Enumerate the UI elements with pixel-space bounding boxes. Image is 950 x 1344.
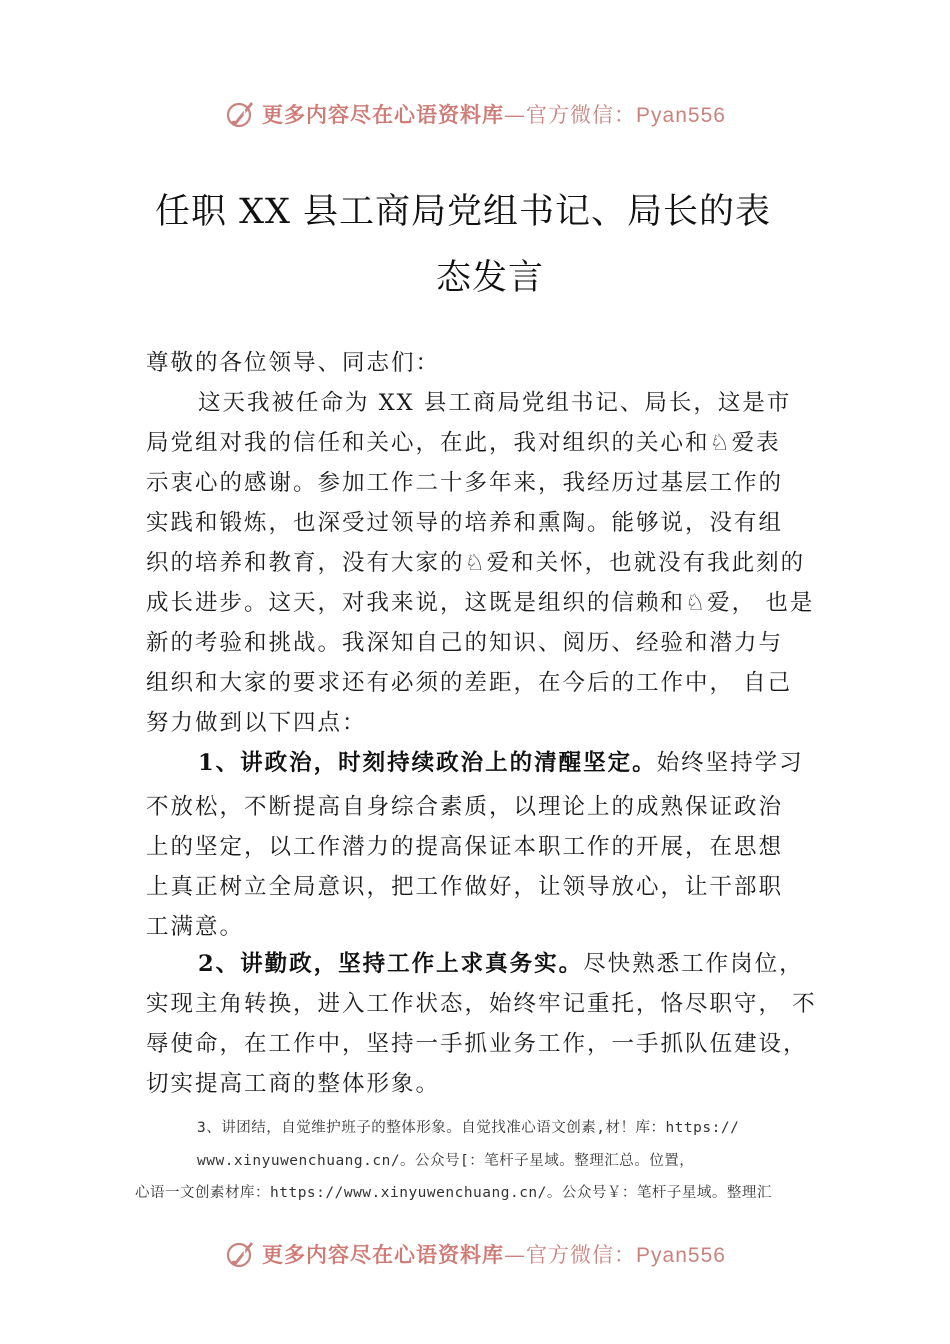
p3-line: 切实提高工商的整体形象。: [146, 1071, 441, 1097]
header-banner-text: [262, 99, 726, 129]
speech-body: [146, 343, 820, 743]
header-banner-rest: —官方微信：: [504, 103, 637, 127]
p1-line: 示衷心的感谢。参加工作二十多年来，我经历过基层工作的: [146, 470, 784, 496]
p2-line: 工满意。: [146, 914, 245, 940]
point-2-first-tail: 尽快熟悉工作岗位，: [583, 951, 804, 977]
point-1-section: [146, 743, 820, 783]
point-1-body: [146, 787, 820, 947]
point-2-heading: 2、讲勤政，坚持工作上求真务实。: [198, 951, 584, 977]
point-2-first-line: [146, 944, 820, 984]
p3-line: 辱使命，在工作中，坚持一手抓业务工作，一手抓队伍建设，: [146, 1031, 808, 1057]
point-1-first-tail: 始终坚持学习: [656, 750, 804, 776]
header-wechat-id: Pyan556: [636, 104, 726, 127]
p2-line: 上的坚定，以工作潜力的提高保证本职工作的开展，在思想: [146, 834, 784, 860]
p1-line: 努力做到以下四点：: [146, 710, 367, 736]
footer-wechat-id: Pyan556: [636, 1244, 726, 1267]
title-line-1: 任职 XX 县工商局党组书记、局长的表: [154, 192, 772, 232]
point-2-section: [146, 944, 820, 1104]
greeting: 尊敬的各位领导、同志们：: [146, 350, 441, 376]
p3-line: 实现主角转换，进入工作状态，始终牢记重托，恪尽职守， 不: [146, 991, 817, 1017]
p1-line: 这天我被任命为 XX 县工商局党组书记、局长，这是市: [198, 390, 792, 416]
p1-line: 成长进步。这天，对我来说，这既是组织的信赖和♘爱， 也是: [146, 590, 815, 616]
small-line-1: 3、讲团结，自觉维护班子的整体形象。自觉找准心语文创素,材！库：https://: [197, 1120, 740, 1136]
title-line-2: 态发言: [435, 258, 544, 298]
header-banner-bold: 更多内容尽在心语资料库: [262, 102, 505, 127]
point-1-heading: 1、讲政治，时刻持续政治上的清醒坚定。: [198, 750, 657, 776]
p1-line: 实践和锻炼，也深受过领导的培养和熏陶。能够说，没有组: [146, 510, 784, 536]
p1-line: 新的考验和挑战。我深知自己的知识、阅历、经验和潜力与: [146, 630, 784, 656]
p2-line: 不放松，不断提高自身综合素质，以理论上的成熟保证政治: [146, 794, 784, 820]
point-1-first-line: [146, 743, 820, 783]
footer-banner: [0, 1232, 950, 1276]
quill-logo-icon: [224, 1237, 258, 1271]
p1-line: 织的培养和教育，没有大家的♘爱和关怀，也就没有我此刻的: [146, 550, 806, 576]
header-banner: [0, 92, 950, 136]
p2-line: 上真正树立全局意识，把工作做好，让领导放心，让干部职: [146, 874, 784, 900]
small-line-2: www.xinyuwenchuang.cn/。公众号[：笔杆子星域。整理汇总。位置，: [197, 1153, 695, 1169]
footer-banner-bold: 更多内容尽在心语资料库: [262, 1242, 505, 1267]
footer-banner-rest: —官方微信：: [504, 1243, 637, 1267]
small-line-3: 心语一文创素材库：https://www.xinyuwenchuang.cn/。公众号￥：笔杆子星域。整理汇: [135, 1185, 772, 1201]
p1-line: 组织和大家的要求还有必须的差距，在今后的工作中， 自己: [146, 670, 793, 696]
footer-banner-text: [262, 1239, 726, 1269]
quill-logo-icon: [224, 97, 258, 131]
p1-line: 局党组对我的信任和关心，在此，我对组织的关心和♘爱表: [146, 430, 781, 456]
